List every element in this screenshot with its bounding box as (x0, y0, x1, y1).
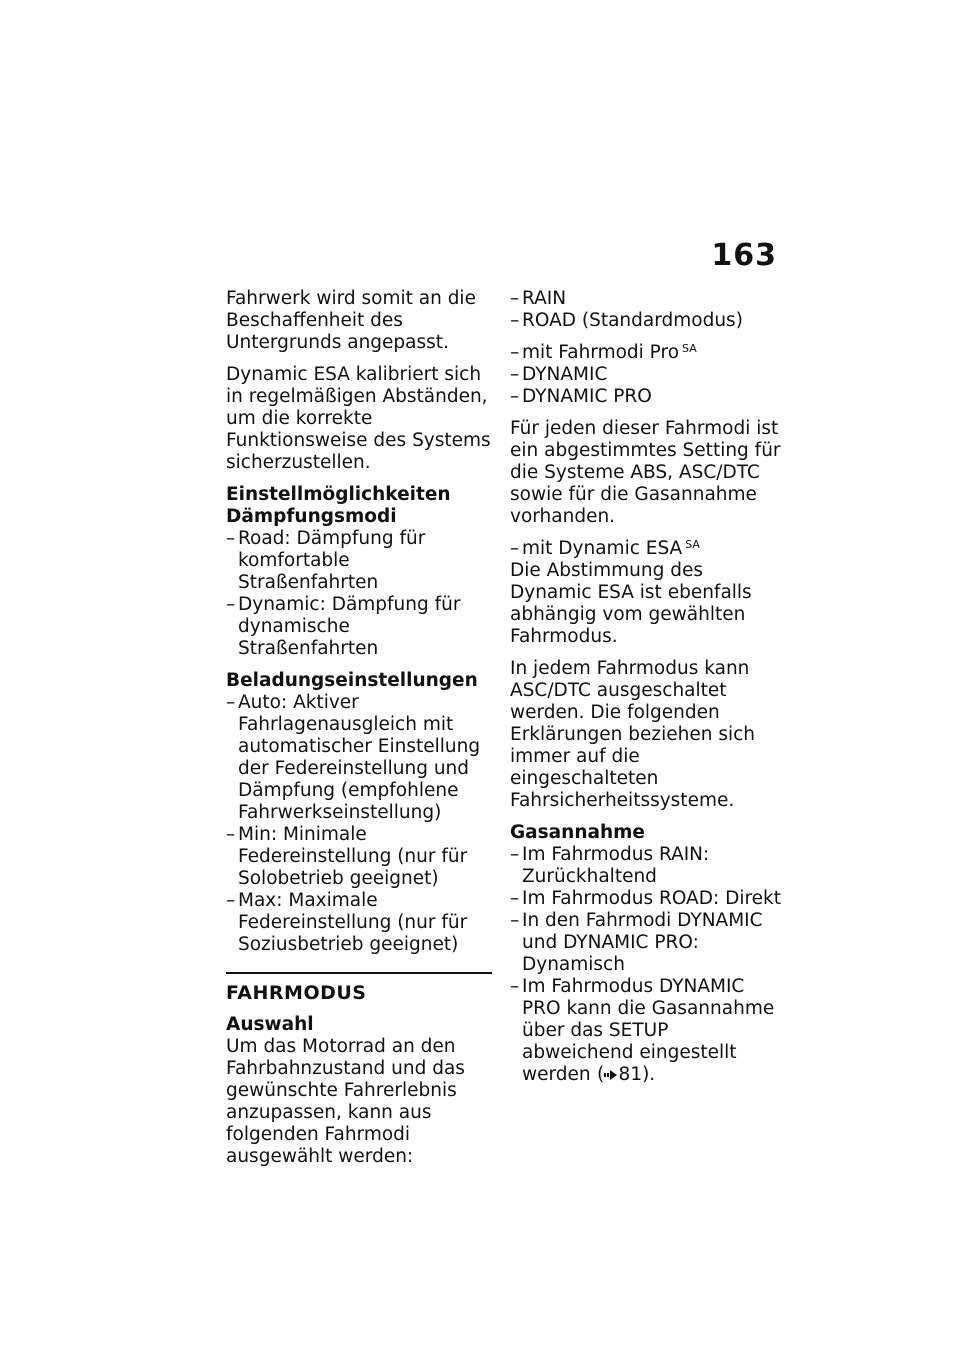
list-item: – Road: Dämpfung für komfortable Straßenfahrten (226, 528, 492, 594)
modes-basic-list (510, 288, 785, 332)
heading-damping: Dämpfungsmodi (226, 506, 397, 527)
list-item: – RAIN (510, 288, 785, 310)
esa-label: – mit Dynamic ESA $^{SA}$ (510, 538, 785, 560)
right-column (510, 288, 785, 1096)
left-column (226, 288, 492, 1178)
list-item: – DYNAMIC PRO (510, 386, 785, 408)
section-divider (226, 972, 492, 974)
list-item: – Dynamic: Dämpfung für dynamische Straßenfahrten (226, 594, 492, 660)
esa-calibration-text: Dynamic ESA kalibriert sich in regelmäßigen Abständen, um die korrekte Funktionsweise des Systems sicherzustellen. (226, 364, 491, 473)
list-item: – Auto: Aktiver Fahrlagenausgleich mit automatischer Einstellung der Federeinstellung und Dämpfung (empfohlene Fahrwerkseinstellung) (226, 692, 492, 824)
heading-settings: Einstellmöglichkeiten (226, 484, 451, 505)
sa-mark: SA (685, 538, 700, 551)
section-title: FAHRMODUS (226, 982, 367, 1004)
list-item: – Im Fahrmodus RAIN: Zurückhaltend (510, 844, 785, 888)
heading-selection: Auswahl (226, 1014, 314, 1035)
intro-text: Fahrwerk wird somit an die Beschaffenheit des Untergrunds angepasst. (226, 288, 476, 353)
load-list (226, 692, 492, 956)
selection-text: Um das Motorrad an den Fahrbahnzustand und das gewünschte Fahrerlebnis anzupassen, kann aus folgenden Fahrmodi ausgewählt werden: (226, 1036, 465, 1167)
list-item: – ROAD (Standardmodus) (510, 310, 785, 332)
list-item: – Im Fahrmodus DYNAMIC PRO kann die Gasannahme über das SETUP abweichend eingestellt werden ( 81). (510, 976, 785, 1086)
page-number: 163 (711, 238, 777, 273)
setting-text: Für jeden dieser Fahrmodi ist ein abgestimmtes Setting für die Systeme ABS, ASC/DTC sowie für die Gasannahme vorhanden. (510, 418, 781, 527)
list-item: – Max: Maximale Federeinstellung (nur für Soziusbetrieb geeignet) (226, 890, 492, 956)
modes-pro-list (510, 364, 785, 408)
esa-text: Die Abstimmung des Dynamic ESA ist ebenfalls abhängig vom gewählten Fahrmodus. (510, 560, 752, 647)
damping-list (226, 528, 492, 660)
heading-throttle: Gasannahme (510, 822, 645, 843)
throttle-list (510, 844, 785, 1086)
heading-load: Beladungseinstellungen (226, 670, 478, 691)
arrow-right-icon: ( (597, 1064, 619, 1086)
sa-mark: SA (682, 342, 697, 355)
page-reference[interactable]: 81). (618, 1064, 656, 1085)
list-item: – Min: Minimale Federeinstellung (nur für Solobetrieb geeignet) (226, 824, 492, 890)
list-item: – DYNAMIC (510, 364, 785, 386)
pro-label: – mit Fahrmodi Pro $^{SA}$ (510, 342, 785, 364)
list-item: – Im Fahrmodus ROAD: Direkt (510, 888, 785, 910)
asc-text: In jedem Fahrmodus kann ASC/DTC ausgeschaltet werden. Die folgenden Erklärungen beziehen sich immer auf die eingeschalteten Fahrsicherheitssysteme. (510, 658, 756, 811)
list-item: – In den Fahrmodi DYNAMIC und DYNAMIC PRO: Dynamisch (510, 910, 785, 976)
